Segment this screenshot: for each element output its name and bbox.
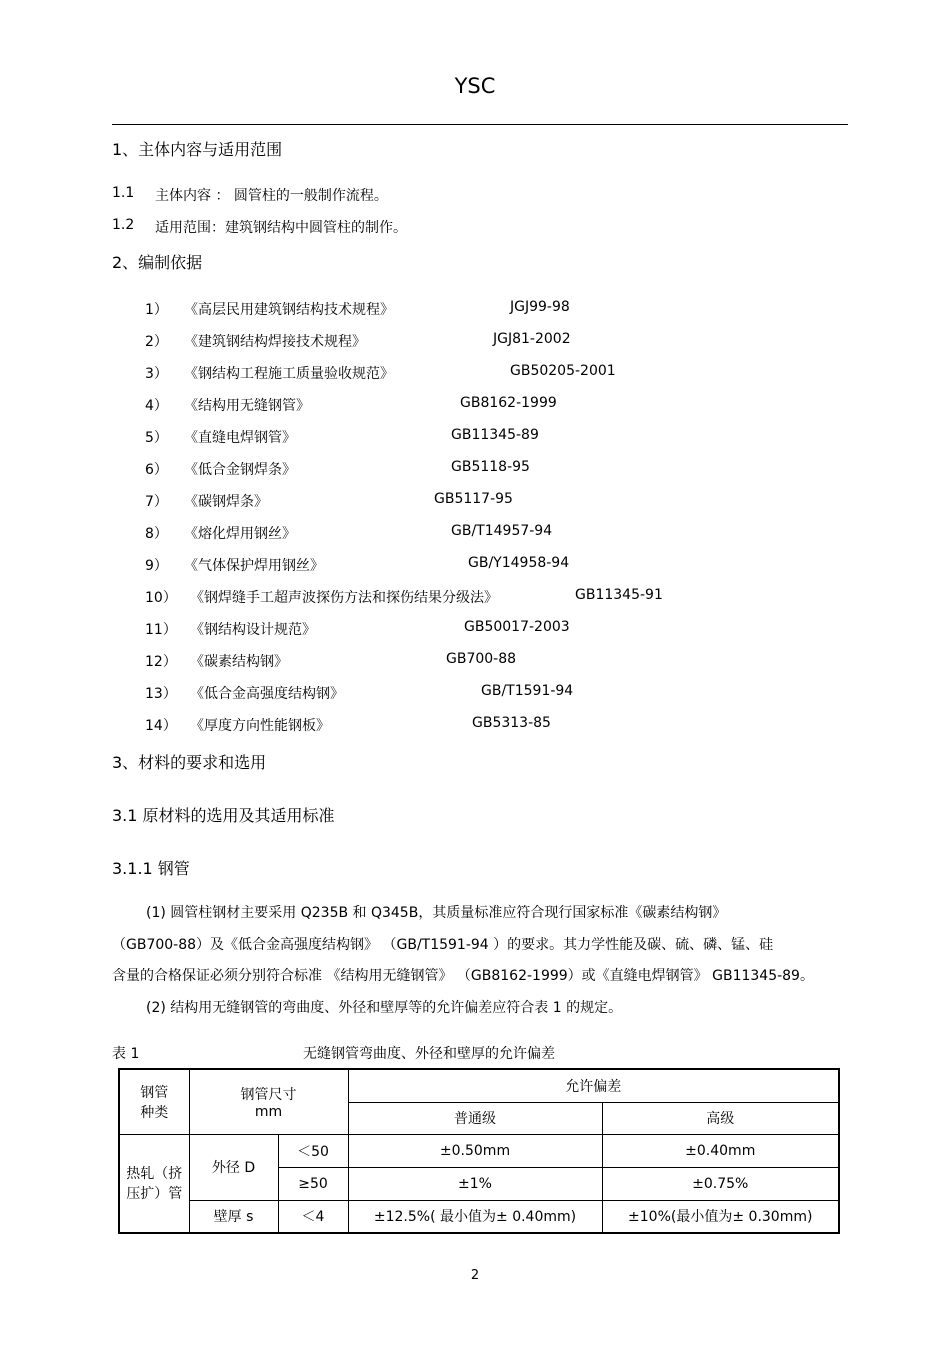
reference-number: 6）	[145, 462, 168, 478]
reference-code: GB5118-95	[451, 459, 530, 475]
header-tolerance: 允许偏差	[348, 1069, 839, 1102]
table-caption: 无缝钢管弯曲度、外径和壁厚的允许偏差	[303, 1046, 555, 1062]
reference-number: 1）	[145, 302, 168, 318]
reference-code: GB5117-95	[434, 491, 513, 507]
reference-title: 《气体保护焊用钢丝》	[184, 558, 324, 574]
reference-title: 《低合金高强度结构钢》	[190, 686, 344, 702]
cell-normal-value: ±0.50mm	[348, 1134, 602, 1167]
header-pipe-size-unit: mm	[254, 1103, 283, 1120]
reference-code: GB/T14957-94	[451, 523, 553, 539]
header-pipe-size-line-1: 钢管尺寸	[240, 1086, 297, 1103]
reference-number: 5）	[145, 430, 168, 446]
table-label: 表 1	[112, 1046, 140, 1062]
reference-title: 《熔化焊用钢丝》	[184, 526, 296, 542]
reference-title: 《钢结构设计规范》	[190, 622, 316, 638]
cell-outer-diameter: 外径 D	[189, 1134, 278, 1200]
cell-range: ＜4	[278, 1200, 348, 1233]
reference-code: GB8162-1999	[460, 395, 557, 411]
page-number: 2	[470, 1268, 480, 1283]
page-header-title: YSC	[454, 74, 496, 98]
section-1-2-text: 适用范围：建筑钢结构中圆管柱的制作。	[155, 220, 407, 236]
section-3-1-heading: 3.1 原材料的选用及其适用标准	[112, 806, 335, 825]
cell-range: ＜50	[278, 1134, 348, 1167]
reference-title: 《建筑钢结构焊接技术规程》	[184, 334, 366, 350]
reference-number: 2）	[145, 334, 168, 350]
reference-code: GB700-88	[446, 651, 517, 667]
header-pipe-type-line-2: 种类	[140, 1104, 169, 1121]
header-pipe-type	[119, 1069, 189, 1134]
cell-high-value: ±0.75%	[602, 1167, 839, 1200]
header-pipe-size	[189, 1069, 348, 1134]
reference-number: 14）	[145, 718, 177, 734]
cell-wall-thickness: 壁厚 s	[189, 1200, 278, 1233]
cell-high-value: ±10%(最小值为± 0.30mm)	[602, 1200, 839, 1233]
header-high-grade: 高级	[602, 1102, 839, 1134]
section-1-2-number: 1.2	[112, 217, 135, 233]
reference-title: 《结构用无缝钢管》	[184, 398, 310, 414]
reference-number: 10）	[145, 590, 177, 606]
reference-code: GB/Y14958-94	[468, 555, 570, 571]
reference-number: 8）	[145, 526, 168, 542]
reference-number: 13）	[145, 686, 177, 702]
reference-number: 9）	[145, 558, 168, 574]
paragraph-2: (2) 结构用无缝钢管的弯曲度、外径和壁厚等的允许偏差应符合表 1 的规定。	[146, 1000, 623, 1016]
cell-pipe-type-hot-rolled	[119, 1134, 189, 1233]
reference-title: 《钢焊缝手工超声波探伤方法和探伤结果分级法》	[190, 590, 498, 606]
reference-title: 《直缝电焊钢管》	[184, 430, 296, 446]
reference-number: 12）	[145, 654, 177, 670]
section-1-heading: 1、主体内容与适用范围	[112, 140, 283, 159]
section-3-1-1-heading: 3.1.1 钢管	[112, 859, 190, 878]
reference-title: 《碳素结构钢》	[190, 654, 288, 670]
paragraph-1-line-1: (1) 圆管柱钢材主要采用 Q235B 和 Q345B，其质量标准应符合现行国家标准《碳素结构钢》	[146, 905, 727, 921]
header-divider	[112, 124, 848, 125]
cell-range: ≥50	[278, 1167, 348, 1200]
reference-code: JGJ81-2002	[493, 331, 571, 347]
reference-title: 《高层民用建筑钢结构技术规程》	[184, 302, 394, 318]
reference-code: GB11345-91	[575, 587, 663, 603]
paragraph-1-line-3: 含量的合格保证必须分别符合标准 《结构用无缝钢管》 （GB8162-1999）或《直缝电焊钢管》 GB11345-89。	[112, 968, 814, 984]
section-3-heading: 3、材料的要求和选用	[112, 753, 267, 772]
cell-pipe-type-line-1: 热轧（挤	[126, 1166, 183, 1183]
reference-number: 11）	[145, 622, 177, 638]
header-normal-grade: 普通级	[348, 1102, 602, 1134]
reference-code: GB50205-2001	[510, 363, 616, 379]
section-1-1-text: 主体内容 ： 圆管柱的一般制作流程。	[155, 188, 388, 204]
reference-number: 3）	[145, 366, 168, 382]
tolerance-table	[118, 1068, 840, 1234]
reference-title: 《低合金钢焊条》	[184, 462, 296, 478]
reference-code: JGJ99-98	[510, 299, 570, 315]
cell-pipe-type-line-2: 压扩）管	[126, 1186, 183, 1203]
reference-number: 7）	[145, 494, 168, 510]
reference-code: GB50017-2003	[464, 619, 570, 635]
cell-normal-value: ±12.5%( 最小值为± 0.40mm)	[348, 1200, 602, 1233]
reference-code: GB11345-89	[451, 427, 539, 443]
reference-title: 《钢结构工程施工质量验收规范》	[184, 366, 394, 382]
reference-title: 《厚度方向性能钢板》	[190, 718, 330, 734]
cell-normal-value: ±1%	[348, 1167, 602, 1200]
reference-number: 4）	[145, 398, 168, 414]
cell-high-value: ±0.40mm	[602, 1134, 839, 1167]
header-pipe-type-line-1: 钢管	[140, 1084, 169, 1101]
reference-code: GB/T1591-94	[481, 683, 574, 699]
section-1-1-number: 1.1	[112, 185, 135, 201]
section-2-heading: 2、编制依据	[112, 253, 203, 272]
reference-title: 《碳钢焊条》	[184, 494, 268, 510]
paragraph-1-line-2: （GB700-88）及《低合金高强度结构钢》 （GB/T1591-94 ）的要求。其力学性能及碳、硫、磷、锰、硅	[112, 937, 774, 953]
reference-code: GB5313-85	[472, 715, 551, 731]
